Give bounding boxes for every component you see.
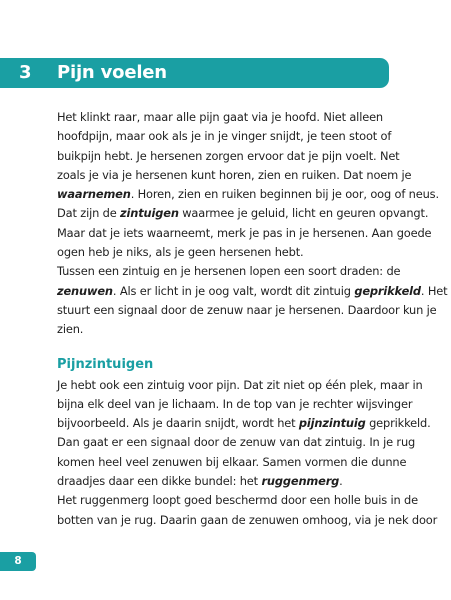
emphasized-term: geprikkeld: [354, 283, 421, 298]
emphasized-term: ruggenmerg: [261, 474, 340, 489]
text-segment: geprikkeld.: [365, 416, 431, 431]
text-line: Dan gaat er een signaal door de zenuw van dat zintuig. In je rug: [57, 435, 416, 450]
text-line: komen heel veel zenuwen bij elkaar. Samen vormen die dunne: [57, 454, 407, 469]
text-line: zien.: [57, 322, 84, 337]
text-line: ogen heb je niks, als je geen hersenen hebt.: [57, 245, 304, 260]
chapter-number: 3: [19, 62, 32, 83]
chapter-title: Pijn voelen: [57, 62, 167, 83]
text-line: Het klinkt raar, maar alle pijn gaat via je hoofd. Niet alleen: [57, 110, 383, 124]
emphasized-term: waarnemen: [57, 187, 131, 202]
text-line: stuurt een signaal door de zenuw naar je hersenen. Daardoor kun je: [57, 302, 437, 317]
text-segment: . Als er licht in je oog valt, wordt dit zintuig: [112, 283, 355, 298]
paragraph-zenuwen: [57, 262, 448, 339]
text-line: Maar dat je iets waarneemt, merk je pas in je hersenen. Aan goede: [57, 225, 432, 240]
text-line: buikpijn hebt. Je hersenen zorgen ervoor dat je pijn voelt. Net: [57, 148, 400, 163]
emphasized-term: zenuwen: [57, 283, 113, 298]
text-line: Tussen een zintuig en je hersenen lopen een soort draden: de: [57, 264, 401, 279]
paragraph-intro: [57, 108, 439, 262]
text-segment: draadjes daar een dikke bundel: het: [57, 474, 262, 489]
emphasized-term: zintuigen: [120, 206, 179, 221]
text-line: hoofdpijn, maar ook als je in je vinger snijdt, je teen stoot of: [57, 129, 392, 144]
section-heading: Pijnzintuigen: [57, 356, 154, 372]
text-segment: .: [339, 474, 343, 489]
text-line: Het ruggenmerg loopt goed beschermd door een holle buis in de: [57, 493, 418, 508]
text-segment: bijvoorbeeld. Als je daarin snijdt, wordt het: [57, 416, 299, 431]
text-segment: . Het: [420, 283, 448, 298]
text-line: Je hebt ook een zintuig voor pijn. Dat zit niet op één plek, maar in: [57, 377, 423, 392]
paragraph-pijnzintuigen: [57, 376, 438, 530]
text-line: zoals je via je hersenen kunt horen, zien en ruiken. Dat noem je: [57, 167, 412, 182]
text-segment: waarmee je geluid, licht en geuren opvangt.: [178, 206, 429, 221]
text-line: bijna elk deel van je lichaam. In de top van je rechter wijsvinger: [57, 396, 413, 411]
text-segment: . Horen, zien en ruiken beginnen bij je oor, oog of neus.: [130, 187, 439, 202]
emphasized-term: pijnzintuig: [298, 416, 366, 431]
text-line: [57, 282, 448, 301]
text-line: [57, 185, 439, 204]
text-line: [57, 204, 429, 223]
chapter-banner: [0, 58, 389, 88]
page-number: 8: [0, 552, 36, 571]
text-segment: Dat zijn de: [57, 206, 121, 221]
body-text: [57, 108, 448, 530]
text-line: botten van je rug. Daarin gaan de zenuwen omhoog, via je nek door: [57, 512, 438, 527]
text-line: [57, 414, 431, 433]
text-line: [57, 472, 397, 491]
